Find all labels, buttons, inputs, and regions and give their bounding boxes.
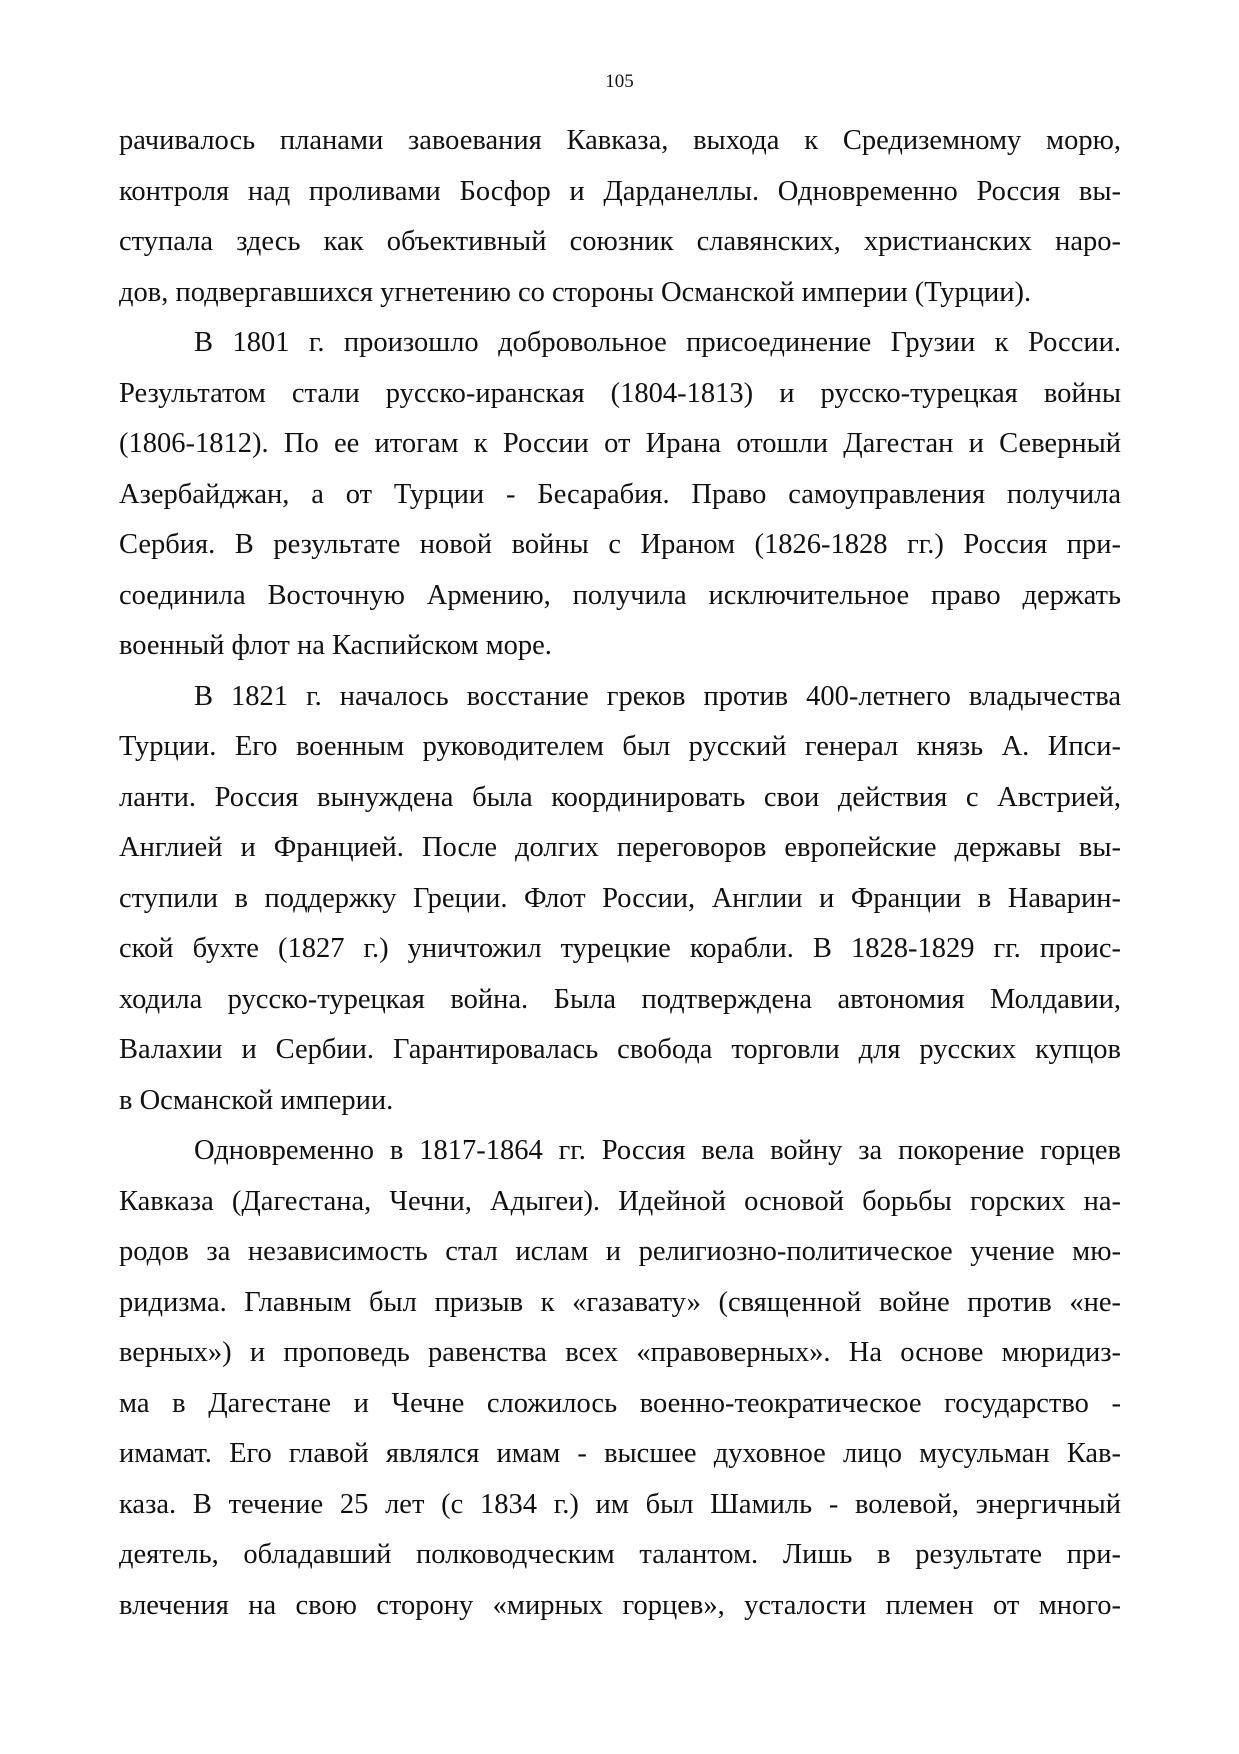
text-line: В 1801 г. произошло добровольное присоединение Грузии к России. (194, 327, 1121, 358)
text-line: ридизма. Главным был призыв к «газавату» (священной войне против «не- (119, 1286, 1121, 1318)
text-line: ступала здесь как объективный союзник славянских, христианских наро- (119, 226, 1121, 257)
text-line: (1806-1812). По ее итогам к России от Ирана отошли Дагестан и Северный (119, 428, 1121, 459)
text-line: дов, подвергавшихся угнетению со стороны Османской империи (Турции). (119, 276, 1032, 308)
text-line: каза. В течение 25 лет (с 1834 г.) им был Шамиль - волевой, энергичный (119, 1488, 1121, 1520)
text-line: родов за независимость стал ислам и религиозно-политическое учение мю- (119, 1236, 1121, 1267)
text-line: Англией и Францией. После долгих переговоров европейские державы вы- (119, 832, 1121, 863)
text-line: ской бухте (1827 г.) уничтожил турецкие корабли. В 1828-1829 гг. проис- (119, 933, 1121, 964)
text-line: Одновременно в 1817-1864 гг. Россия вела войну за покорение горцев (194, 1135, 1121, 1166)
text-line: Валахии и Сербии. Гарантировалась свобода торговли для русских купцов (119, 1034, 1121, 1065)
text-line: соединила Восточную Армению, получила исключительное право держать (119, 579, 1121, 611)
page-number: 105 (605, 71, 634, 92)
text-line: Сербия. В результате новой войны с Ираном (1826-1828 гг.) Россия при- (119, 529, 1121, 560)
text-line: ступили в поддержку Греции. Флот России, Англии и Франции в Наварин- (119, 882, 1121, 914)
text-line: контроля над проливами Босфор и Дарданеллы. Одновременно Россия вы- (119, 175, 1121, 207)
text-line: Кавказа (Дагестана, Чечни, Адыгеи). Идейной основой борьбы горских на- (119, 1185, 1121, 1217)
text-line: влечения на свою сторону «мирных горцев», усталости племен от много- (119, 1589, 1121, 1621)
paragraph (119, 1126, 1121, 1631)
text-line: В 1821 г. началось восстание греков против 400-летнего владычества (194, 680, 1121, 712)
text-line: рачивалось планами завоевания Кавказа, выхода к Средиземному морю, (119, 125, 1121, 156)
paragraph (119, 672, 1121, 1127)
text-line: Турции. Его военным руководителем был русский генерал князь А. Ипси- (119, 731, 1121, 762)
text-line: Результатом стали русско-иранская (1804-1813) и русско-турецкая войны (119, 377, 1121, 409)
text-line: ланти. Россия вынуждена была координировать свои действия с Австрией, (119, 781, 1121, 813)
text-line: в Османской империи. (119, 1084, 394, 1116)
text-line: военный флот на Каспийском море. (119, 630, 552, 661)
text-body (119, 116, 1121, 1631)
paragraph (119, 318, 1121, 672)
text-line: Азербайджан, а от Турции - Бесарабия. Право самоуправления получила (119, 478, 1121, 510)
text-line: ходила русско-турецкая война. Была подтверждена автономия Молдавии, (119, 983, 1121, 1015)
text-line: деятель, обладавший полководческим талантом. Лишь в результате при- (119, 1539, 1121, 1570)
paragraph (119, 116, 1121, 318)
text-line: верных») и проповедь равенства всех «правоверных». На основе мюридиз- (119, 1337, 1121, 1368)
text-line: ма в Дагестане и Чечне сложилось военно-теократическое государство - (119, 1387, 1121, 1419)
text-line: имамат. Его главой являлся имам - высшее духовное лицо мусульман Кав- (119, 1438, 1121, 1469)
